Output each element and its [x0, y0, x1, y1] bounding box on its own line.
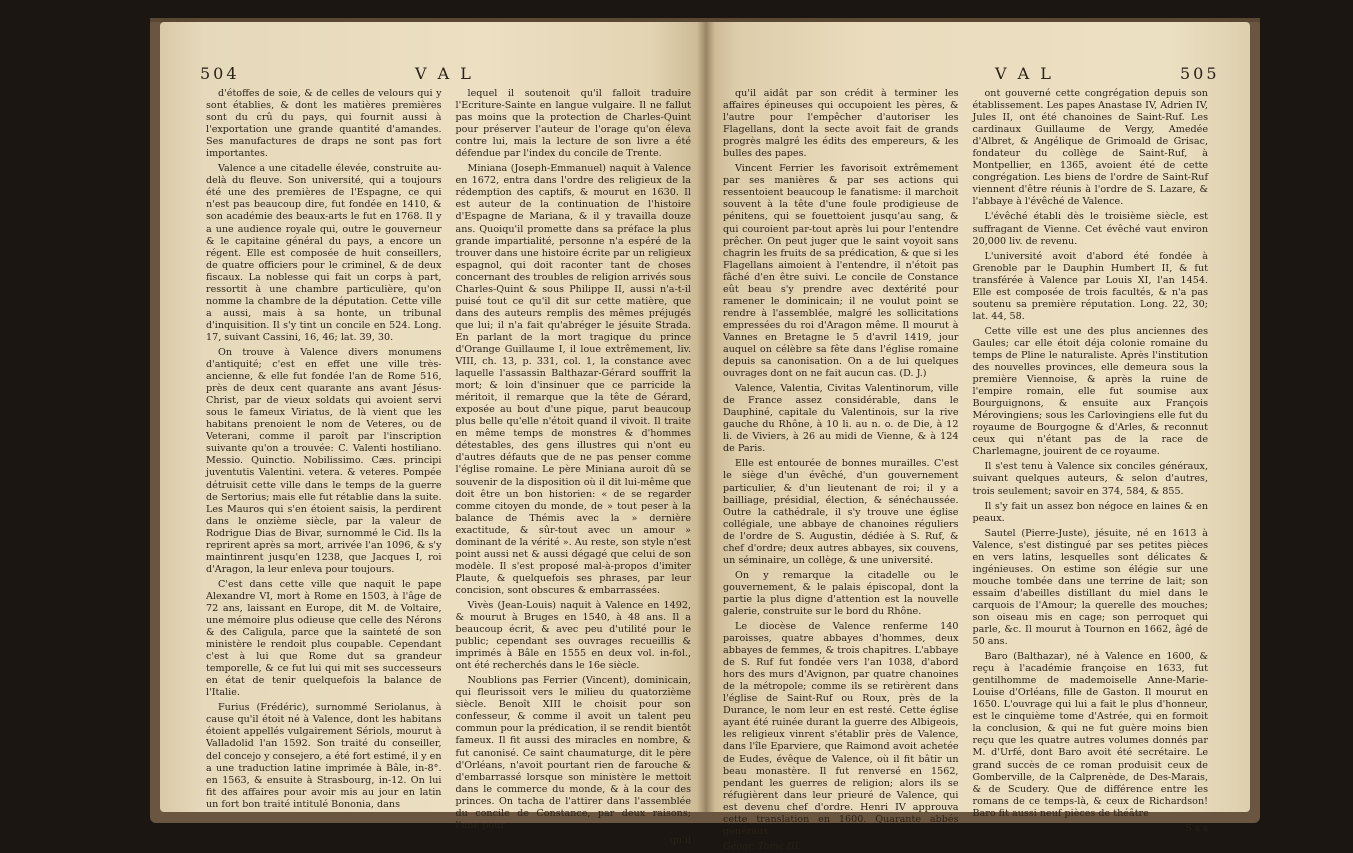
paragraph: Sautel (Pierre-Juste), jésuite, né en 1613 à Valence, s'est distingué par ses petites pièces en vers latins, lesquelles sont délicates & ingénieuses. On estime son élégie sur une mouche tombée dans une terrine de lait; son essaim d'abeilles distillant du miel dans le carquois de l'Amour; la querelle des mouches; son oiseau mis en cage; son perroquet qui parle, &c. Il mourut à Tournon en 1662, âgé de 50 ans. — [972, 527, 1208, 648]
paragraph: C'est dans cette ville que naquit le pape Alexandre VI, mort à Rome en 1503, à l'âge de 72 ans, laissant en Europe, dit M. de Voltaire, une mémoire plus odieuse que celle des Nérons & des Caligula, parce que la sainteté de son ministère le rendoit plus coupable. Cependant c'est à lui que Rome dut sa grandeur temporelle, & ce fut lui qui mit ses successeurs en état de tenir quelquefois la balance de l'Italie. — [206, 578, 442, 699]
right-page-number: 505 — [1180, 64, 1220, 83]
signature-mark: S s s — [1185, 822, 1208, 834]
paragraph: Noublions pas Ferrier (Vincent), dominicain, qui fleurissoit vers le milieu du quatorzième siècle. Benoît XIII le choisit pour son confesseur, & comme il avoit un talent peu commun pour la prédication, il se rendit bientôt fameux. Il fit aussi des miracles en nombre, & fut canonisé. Ce saint chaumaturge, dit le père d'Orléans, n'avoit pourtant rien de farouche & d'embarrassé lorsque son ministère le mettoit dans le commerce du monde, & à la cour des princes. On tacha de l'attirer dans l'assemblée du concile de Constance, par deux raisons; l'une pour — [455, 675, 691, 831]
right-head-title: V A L — [995, 64, 1054, 83]
volume-footnote: Géogr. Tome III. — [723, 840, 802, 852]
paragraph: Vincent Ferrier les favorisoit extrêmement par ses manières & par ses actions qui ressentoient beaucoup le fanatisme: il marchoit souvent à la tête d'une foule prodigieuse de pénitens, qui se fouettoient jusqu'au sang, & qui couroient par-tout après lui pour l'entendre prêcher. On peut juger que le saint voyoit sans chagrin les fruits de sa prédication, & que si les Flagellans aimoient à l'entendre, il n'étoit pas fâché d'en être suivi. Le concile de Constance eût beau s'y prendre avec dextérité pour ramener le dominicain; il ne voulut point se rendre à l'assemblée, malgré les sollicitations empressées du roi d'Aragon même. Il mourut à Vannes en Bretagne le 5 d'avril 1419, jour auquel on célèbre sa fête dans l'église romaine depuis sa canonisation. On a de lui quelques ouvrages dont on ne fait aucun cas. (D. J.) — [723, 163, 959, 380]
paragraph: Vivès (Jean-Louis) naquit à Valence en 1492, & mourut à Bruges en 1540, à 48 ans. Il a beaucoup écrit, & avec peu d'utilité pour le public; cependant ses ouvrages recueillis & imprimés à Bâle en 1555 en deux vol. in-fol., ont été recherchés dans le 16e siècle. — [455, 599, 691, 672]
left-column-2 — [455, 88, 692, 846]
paragraph: Valence a une citadelle élevée, construite au-delà du fleuve. Son université, qui a toujours été une des premières de l'Espagne, ce qui n'est pas beaucoup dire, fut fondée en 1410, & son académie des beaux-arts le fut en 1768. Il y a une audience royale qui, outre le gouverneur & le capitaine général du pays, a encore un régent. Elle est composée de huit conseillers, de quatre officiers pour le criminel, & de deux fiscaux. La noblesse qui fait un corps à part, ressortit à une chambre particulière, qu'on nomme la chambre de la députation. Cette ville a aussi, mais à sa honte, un tribunal d'inquisition. Il s'y tint un concile en 524. Long. 17, suivant Cassini, 16, 46; lat. 39, 30. — [206, 163, 442, 343]
paragraph: Le diocèse de Valence renferme 140 paroisses, quatre abbayes d'hommes, deux abbayes de femmes, & trois chapitres. L'abbaye de S. Ruf fut fondée vers l'an 1038, d'abord hors des murs d'Avignon, par quatre chanoines de la métropole; comme ils se retirèrent dans l'église de Saint-Ruf ou Roux, près de la Durance, le nom leur en est resté. Cette église ayant été ruinée durant la guerre des Albigeois, les religieux vinrent s'établir près de Valence, dans l'île Eparviere, que Raimond avoit achetée de Eudes, évêque de Valence, où il fit bâtir un beau monastère. Il fut renversé en 1562, pendant les guerres de religion; alors ils se réfugièrent dans leur prieuré de Valence, qui est devenu chef d'ordre. Henri IV approuva cette translation en 1600. Quarante abbés généraux — [723, 621, 959, 837]
paragraph: Furius (Frédéric), surnommé Seriolanus, à cause qu'il étoit né à Valence, dont les habitans étoient appellés vulgairement Sériols, mourut à Valladolid l'an 1592. Son traité du conseiller, del concejo y consejero, a été fort estimé, il y en a une traduction latine imprimée à Bâle, in-8°. en 1563, & ensuite à Strasbourg, in-12. On lui fit des affaires pour avoir mis au jour en latin un fort bon traité intitulé Bononia, dans — [206, 702, 442, 810]
right-column-1 — [723, 88, 959, 852]
left-head-title: V A L — [415, 64, 474, 83]
paragraph: On y remarque la citadelle ou le gouvernement, & le palais épiscopal, dont la partie la plus digne d'attention est la nouvelle galerie, construite sur le bord du Rhône. — [723, 569, 959, 617]
paragraph: Il s'est tenu à Valence six conciles généraux, suivant quelques auteurs, & selon d'autres, trois seulement; savoir en 374, 584, & 855. — [972, 461, 1208, 497]
right-running-head — [705, 64, 1250, 88]
paragraph: On trouve à Valence divers monumens d'antiquité; c'est en effet une ville très-ancienne, & elle fut fondée l'an de Rome 516, près de deux cent quarante ans avant Jésus-Christ, par de vieux soldats qui avoient servi sous le fameux Viriatus, de là vient que les habitans prenoient le nom de Veteres, ou de Veterani, comme il paroît par l'inscription suivante qu'on a trouvée: C. Valenti hostiliano. Messio. Quinctio. Nobilissimo. Cæs. principi juventutis Valentini. vetera. & veteres. Pompée détruisit cette ville dans le temps de la guerre de Sertorius; mais elle fut rétablie dans la suite. Les Mauros qui s'en étoient saisis, la perdirent dans le onzième siècle, par la valeur de Rodrigue Dias de Bivar, surnommé le Cid. Ils la reprirent après sa mort, arrivée l'an 1096, & s'y maintinrent jusqu'en 1238, que Jacques I, roi d'Aragon, la leur enleva pour toujours. — [206, 346, 442, 575]
left-page — [160, 22, 705, 846]
open-book — [150, 18, 1260, 852]
paragraph: Miniana (Joseph-Emmanuel) naquit à Valence en 1672, entra dans l'ordre des religieux de la rédemption des captifs, & mourut en 1630. Il est auteur de la continuation de l'histoire d'Espagne de Mariana, & il y travailla douze ans. Quoiqu'il promette dans sa préface la plus grande impartialité, personne n'a espéré de la trouver dans une histoire écrite par un religieux espagnol, qui doit raconter tant de choses concernant des troubles de religion arrivés sous Charles-Quint & sous Philippe II, aussi n'a-t-il puisé tout ce qu'il dit sur cette matière, que dans des auteurs remplis des mêmes préjugés que lui; il n'a fait qu'abréger le jésuite Strada. En parlant de la mort tragique du prince d'Orange Guillaume I, il loue extrêmement, liv. VIII, ch. 13, p. 331, col. 1, la constance avec laquelle l'assassin Balthazar-Gérard souffrit la mort; & loin d'insinuer que ce parricide la méritoit, il remarque que la tête de Gérard, exposée au bout d'une pique, parut beaucoup plus belle qu'elle n'étoit quand il vivoit. Il traite en même temps de monstres & d'hommes détestables, des gens illustres qui n'ont eu d'autres défauts que de ne pas penser comme l'église romaine. Le père Miniana auroit dû se souvenir de la disposition où il dit lui-même que doit être un bon historien: « de se regarder comme citoyen du monde, de » tout peser à la balance de Thémis avec la » dernière exactitude, & sûr-tout avec un amour » dominant de la vérité ». Au reste, son style n'est point aussi net & aussi dégagé que celui de son modèle. Il s'est proposé mal-à-propos d'imiter Plaute, & quelquefois ses phrases, par leur concision, sont obscures & embarrassées. — [455, 163, 691, 596]
paragraph: Elle est entourée de bonnes murailles. C'est le siège d'un évêché, d'un gouvernement particulier, & d'un lieutenant de roi; il y a bailliage, présidial, élection, & sénéchaussée. Outre la cathédrale, il s'y trouve une église collégiale, une abbaye de chanoines réguliers de l'ordre de S. Augustin, dédiée à S. Ruf, & chef d'ordre; deux autres abbayes, six couvens, un séminaire, un collège, & une université. — [723, 458, 959, 566]
paragraph: Valence, Valentia, Civitas Valentinorum, ville de France assez considérable, dans le Dauphiné, capitale du Valentinois, sur la rive gauche du Rhône, à 10 li. au n. o. de Die, à 12 li. de Viviers, à 26 au midi de Vienne, & à 124 de Paris. — [723, 383, 959, 455]
paragraph: Cette ville est une des plus anciennes des Gaules; car elle étoit déja colonie romaine du temps de Pline le naturaliste. Après l'institution des nouvelles provinces, elle demeura sous la première Viennoise, & après la ruine de l'empire romain, elle fut soumise aux Bourguignons, & ensuite aux François Mérovingiens; sous les Carlovingiens elle fut du royaume de Bourgogne & d'Arles, & reconnut ceux qui n'étant pas de la race de Charlemagne, jouirent de ce royaume. — [972, 325, 1208, 458]
paragraph: lequel il soutenoit qu'il falloit traduire l'Ecriture-Sainte en langue vulgaire. Il ne fallut pas moins que la protection de Charles-Quint pour préserver l'auteur de l'orage qu'on éleva contre lui, mais la lecture de son livre a été défendue par l'index du concile de Trente. — [455, 88, 691, 160]
catchword: qu'il — [669, 834, 691, 846]
paragraph: Il s'y fait un assez bon négoce en laines & en peaux. — [972, 500, 1208, 524]
paragraph: Baro (Balthazar), né à Valence en 1600, & reçu à l'académie françoise en 1633, fut gentilhomme de mademoiselle Anne-Marie-Louise d'Orléans, fille de Gaston. Il mourut en 1650. L'ouvrage qui lui a fait le plus d'honneur, est le cinquième tome d'Astrée, qui en formoit la conclusion, & qui ne fut guère moins bien reçu que les quatre autres volumes donnés par M. d'Urfé, dont Baro avoit été secrétaire. Le grand succès de ce roman produisit ceux de Gomberville, de la Calprenède, de Des-Marais, & de Scudery. Que de différence entre les romans de ce temps-là, & ceux de Richardson! Baro fit aussi neuf pièces de théâtre — [972, 651, 1208, 819]
left-column-1 — [206, 88, 442, 810]
paragraph: L'université avoit d'abord été fondée à Grenoble par le Dauphin Humbert II, & fut transférée à Valence par Louis XI, l'an 1454. Elle est composée de trois facultés, & n'a pas soutenu sa première réputation. Long. 22, 30; lat. 44, 58. — [972, 250, 1208, 322]
left-page-number: 504 — [200, 64, 240, 83]
paragraph: L'évêché établi dès le troisième siècle, est suffragant de Vienne. Cet évêché vaut environ 20,000 liv. de revenu. — [972, 211, 1208, 247]
paragraph: ont gouverné cette congrégation depuis son établissement. Les papes Anastase IV, Adrien IV, Jules II, ont été chanoines de Saint-Ruf. Les cardinaux Guillaume de Vergy, Amedée d'Albret, & Angélique de Grimoald de Grisac, fondateur du collège de Saint-Ruf, à Montpellier, en 1365, avoient été de cette congrégation. Les biens de l'ordre de Saint-Ruf viennent d'être réunis à l'ordre de S. Lazare, & l'abbaye à l'évêché de Valence. — [972, 88, 1208, 208]
paragraph: qu'il aidât par son crédit à terminer les affaires épineuses qui occupoient les pères, & l'autre pour l'empêcher d'autoriser les Flagellans, dont la secte avoit fait de grands progrès malgré les édits des empereurs, & les bulles des papes. — [723, 88, 959, 160]
paragraph: d'étoffes de soie, & de celles de velours qui y sont établies, & dont les matières premières sont du crû du pays, qui fournit aussi à l'exportation une grande quantité d'amandes. Ses manufactures de draps ne sont pas fort importantes. — [206, 88, 442, 160]
right-column-2 — [972, 88, 1209, 834]
left-running-head — [160, 64, 705, 88]
book-gutter — [697, 22, 715, 812]
right-page — [705, 22, 1250, 852]
